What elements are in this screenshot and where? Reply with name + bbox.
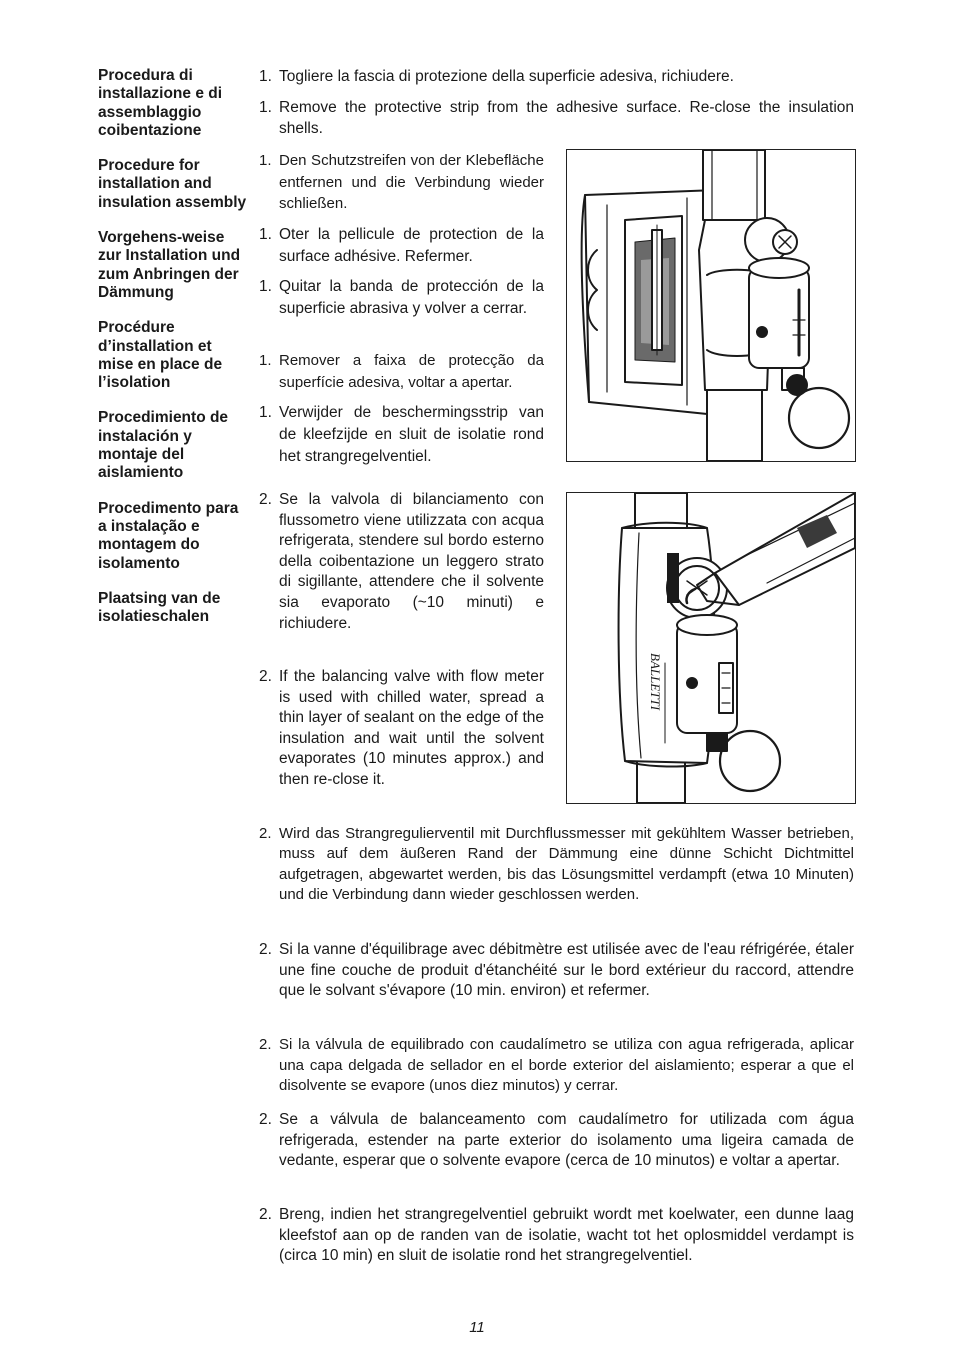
step2-english bbox=[259, 667, 544, 790]
step-number: 1. bbox=[259, 152, 272, 169]
page-number: 11 bbox=[469, 1319, 485, 1336]
insulation-shells-icon bbox=[567, 150, 855, 461]
sealant-tube-icon bbox=[567, 493, 855, 803]
step2-german bbox=[259, 824, 854, 906]
step-number: 2. bbox=[259, 1036, 272, 1053]
step-number: 2. bbox=[259, 491, 272, 508]
step-text: Wird das Strangregulierventil mit Durchflussmesser mit gekühltem Wasser betrieben, muss auf dem äußeren Rand der Dämmung eine dünne Schicht Dichtmittel aufgetragen, abgewartet werden, bis das Lösungsmittel verdampft (etwa 10 Minuten) und die Verbindung dann wieder geschlossen werden. bbox=[279, 825, 854, 904]
step1-dutch bbox=[259, 402, 544, 468]
step-number: 2. bbox=[259, 1111, 272, 1128]
heading-english: Procedure for installation and insulation assembly bbox=[98, 157, 247, 211]
step-number: 2. bbox=[259, 1206, 272, 1223]
step-text: Se la valvola di bilanciamento con flussometro viene utilizzata con acqua refrigerata, stendere sul bordo esterno della coibentazione un leggero strato di sigillante, attendere che il solvente sia evaporato (~10 minuti) e richiudere. bbox=[279, 491, 544, 632]
heading-german: Vorgehens-weise zur Installation und zum Anbringen der Dämmung bbox=[98, 229, 241, 301]
step-text: Remove the protective strip from the adhesive surface. Re-close the insulation shells. bbox=[279, 99, 854, 137]
brand-label: BALLETTI bbox=[648, 653, 663, 711]
heading-spanish: Procedimiento de instalación y montaje del aislamiento bbox=[98, 409, 229, 482]
step-text: Den Schutzstreifen von der Klebefläche entfernen und die Verbindung wieder schließen. bbox=[279, 152, 544, 212]
step-number: 1. bbox=[259, 68, 272, 85]
heading-italian: Procedura di installazione e di assemblaggio coibentazione bbox=[98, 67, 223, 139]
step-number: 1. bbox=[259, 404, 272, 421]
step-text: Si la válvula de equilibrado con caudalímetro se utiliza con agua refrigerada, aplicar una capa delgada de sellador en el borde exterior del aislamiento; esperar a que el disolvente se evapore (unos diez minutos) y cerrar. bbox=[279, 1036, 854, 1094]
step1-italian bbox=[259, 67, 854, 88]
step2-portuguese bbox=[259, 1110, 854, 1172]
step1-portuguese bbox=[259, 350, 544, 393]
step1-english bbox=[259, 98, 854, 139]
step-number: 1. bbox=[259, 99, 272, 116]
step-text: Togliere la fascia di protezione della superficie adesiva, richiudere. bbox=[279, 68, 734, 85]
step-text: Quitar la banda de protección de la superficie abrasiva y volver a cerrar. bbox=[279, 278, 544, 317]
heading-portuguese: Procedimento para a instalação e montagem do isolamento bbox=[98, 499, 239, 572]
step2-dutch bbox=[259, 1205, 854, 1267]
step1-french bbox=[259, 224, 544, 267]
step-number: 2. bbox=[259, 941, 272, 958]
heading-dutch: Plaatsing van de isolatieschalen bbox=[98, 589, 221, 626]
step-text: Se a válvula de balanceamento com caudalímetro for utilizada com água refrigerada, estender na parte exterior do isolamento uma ligeira camada de vedante, esperar que o solvente evapore (cerca de 10 minutos) e voltar a apertar. bbox=[279, 1111, 854, 1169]
step-text: Si la vanne d'équilibrage avec débitmètre est utilisée avec de l'eau réfrigérée, étaler une fine couche de produit d'étanchéité sur le bord extérieur du raccord, attendre que le solvant s'évapore (10 min. environ) et refermer. bbox=[279, 941, 854, 999]
step-text: Verwijder de beschermingsstrip van de kleefzijde en sluit de isolatie rond het strangregelventiel. bbox=[279, 404, 544, 465]
heading-french: Procédure d’installation et mise en place de l’isolation bbox=[98, 319, 223, 392]
step1-german bbox=[259, 150, 544, 215]
step-number: 1. bbox=[259, 226, 272, 243]
step-number: 2. bbox=[259, 668, 272, 685]
step-number: 1. bbox=[259, 278, 272, 295]
step-number: 2. bbox=[259, 825, 272, 842]
step2-italian bbox=[259, 490, 544, 634]
step-text: If the balancing valve with flow meter is used with chilled water, spread a thin layer of sealant on the edge of the insulation and wait until the solvent evaporates (10 minutes approx.) and then re-close it. bbox=[279, 668, 544, 788]
step-text: Oter la pellicule de protection de la surface adhésive. Refermer. bbox=[279, 226, 544, 265]
step1-spanish bbox=[259, 276, 544, 320]
step-number: 1. bbox=[259, 352, 272, 369]
step2-french bbox=[259, 940, 854, 1002]
figure-insulation-shells bbox=[566, 149, 856, 462]
sidebar bbox=[98, 67, 250, 643]
step2-spanish bbox=[259, 1035, 854, 1097]
step-text: Breng, indien het strangregelventiel gebruikt wordt met koelwater, een dunne laag kleefstof aan op de randen van de isolatie, wacht tot het oplosmiddel verdampt is (circa 10 min) en sluit de isolatie rond het strangregelventiel. bbox=[279, 1206, 854, 1264]
step-text: Remover a faixa de protecção da superfície adesiva, voltar a apertar. bbox=[279, 352, 544, 391]
figure-sealant-application bbox=[566, 492, 856, 804]
